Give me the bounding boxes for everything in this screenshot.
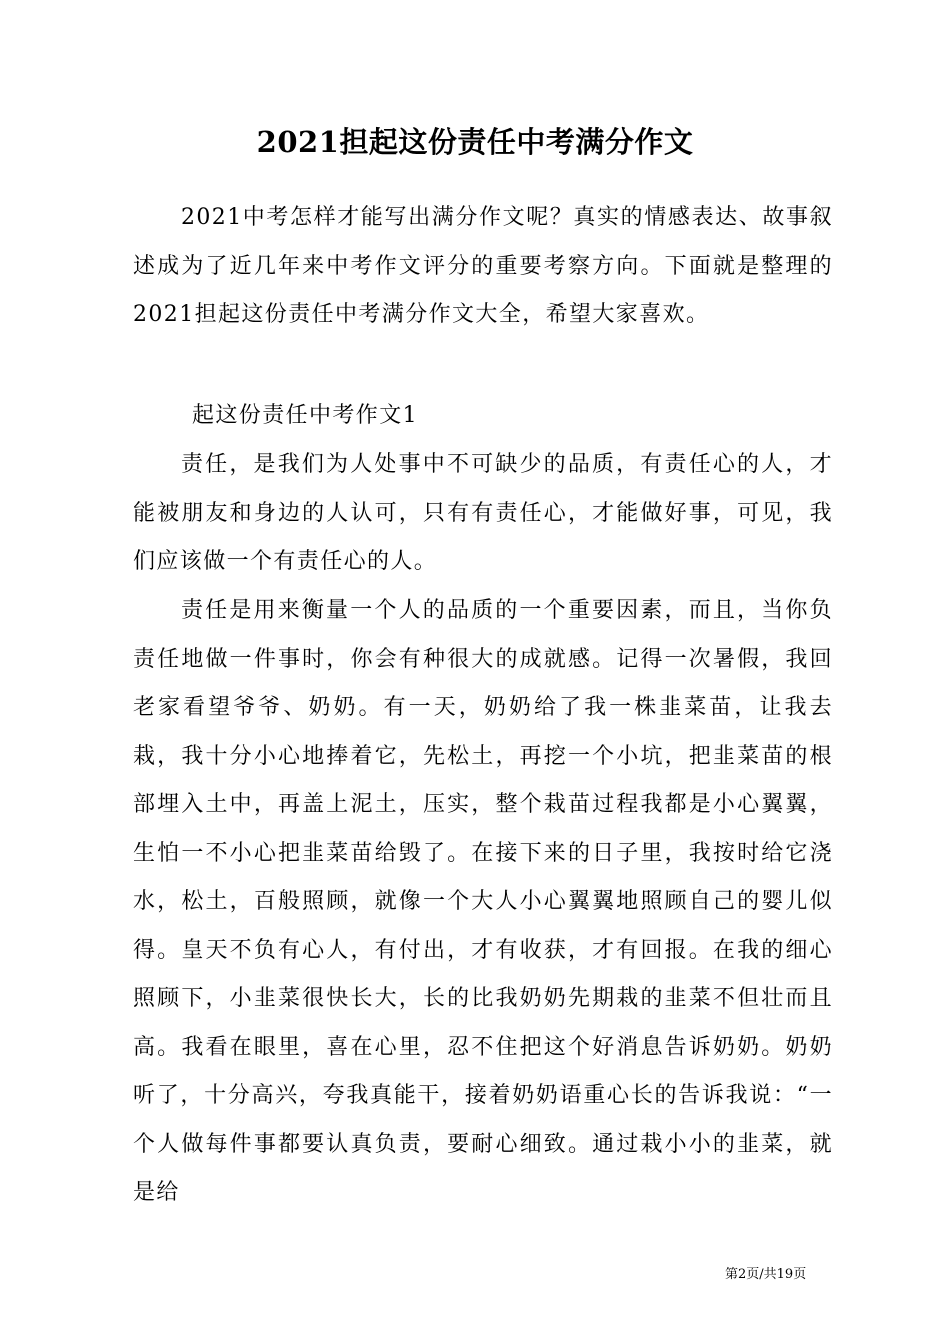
essay-subheading: 起这份责任中考作文1: [192, 403, 418, 428]
document-title: 2021担起这份责任中考满分作文: [256, 125, 694, 159]
page-number-footer: 第2页/共19页: [725, 1267, 807, 1282]
body-paragraph: 责任是用来衡量一个人的品质的一个重要因素，而且，当你负责任地做一件事时，你会有种很大的成就感。记得一次暑假，我回老家看望爷爷、奶奶。有一天，奶奶给了我一株韭菜苗，让我去栽，我十分小心地捧着它，先松土，再挖一个小坑，把韭菜苗的根部埋入土中，再盖上泥土，压实，整个栽苗过程我都是小心翼翼，生怕一不小心把韭菜苗给毁了。在接下来的日子里，我按时给它浇水，松土，百般照顾，就像一个大人小心翼翼地照顾自己的婴儿似得。皇天不负有心人，有付出，才有收获，才有回报。在我的细心照顾下，小韭菜很快长大，长的比我奶奶先期栽的韭菜不但壮而且高。我看在眼里，喜在心里，忍不住把这个好消息告诉奶奶。奶奶听了，十分高兴，夸我真能干，接着奶奶语重心长的告诉我说：“一个人做每件事都要认真负责，要耐心细致。通过栽小小的韭菜，就是给: [133, 598, 833, 1205]
body-paragraph: 责任，是我们为人处事中不可缺少的品质，有责任心的人，才能被朋友和身边的人认可，只有有责任心，才能做好事，可见，我们应该做一个有责任心的人。: [133, 452, 833, 574]
intro-paragraph: 2021中考怎样才能写出满分作文呢？真实的情感表达、故事叙述成为了近几年来中考作文评分的重要考察方向。下面就是整理的2021担起这份责任中考满分作文大全，希望大家喜欢。: [133, 205, 833, 327]
